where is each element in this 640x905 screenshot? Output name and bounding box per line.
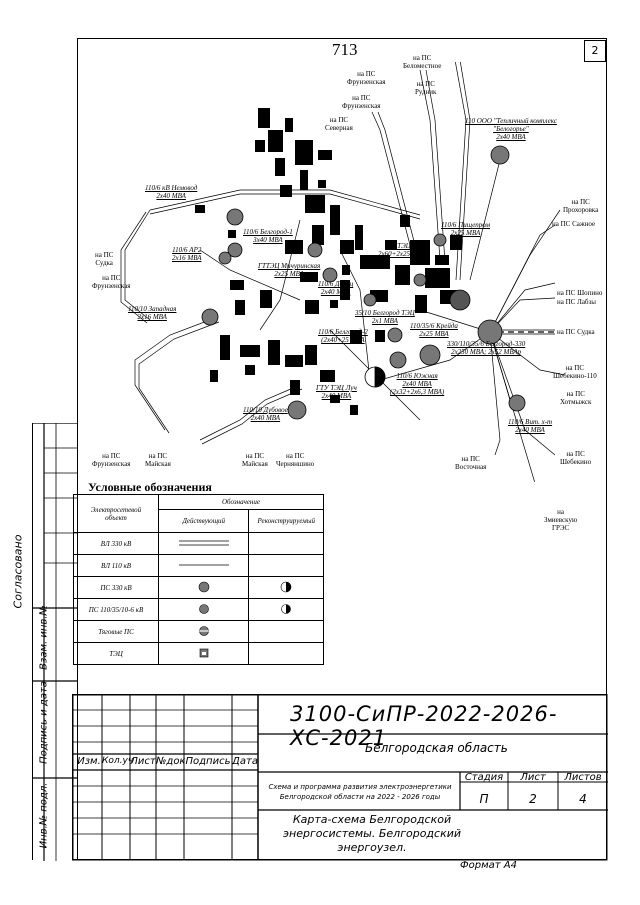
legend-symbol-existing: [159, 621, 249, 643]
sheets-label: Листов: [564, 772, 602, 783]
substation-label: 110/6 АР2 2х16 МВА: [172, 246, 202, 262]
sheet-corner-number: 2: [584, 40, 606, 62]
direction-label: на ПС Шебекино: [560, 450, 592, 466]
direction-label: на ПС Северная: [325, 116, 353, 132]
legend-row-label: ПС 110/35/10-6 кВ: [74, 599, 159, 621]
col-header-sheet: Лист: [130, 756, 156, 767]
project-title: Схема и программа развития электроэнергетики Белгородской области на 2022 - 2026 годы: [268, 783, 452, 801]
legend-symbol-existing: [159, 643, 249, 665]
col-header-change: Изм.: [77, 756, 101, 767]
stage-value: П: [479, 792, 489, 806]
direction-label: на ПС Фрунзенская: [92, 274, 131, 290]
side-label-inv-original: Инв.№ подл.: [38, 782, 50, 849]
substation-label: 110/6 Белгород-2 (2х40+25 МВА: [318, 328, 368, 344]
legend-symbol-existing: [159, 599, 249, 621]
format-label: Формат А4: [460, 860, 517, 871]
direction-label: на ПС Фрунзенская: [347, 70, 386, 86]
direction-label: на ПС Майская: [145, 452, 171, 468]
direction-label: на ПС Черняншино: [276, 452, 315, 468]
line-110-icon: [169, 561, 239, 569]
direction-label: на ПС Сажное: [552, 220, 596, 228]
legend-row-label: ТЭЦ: [74, 643, 159, 665]
doc-code: 3100-СиПР-2022-2026-ХС-2021: [290, 702, 558, 750]
legend-symbol-existing: [159, 533, 249, 555]
substation-label: 110/6 Пищепром 2х25 МВА: [441, 221, 490, 237]
legend-row-label: ПС 330 кВ: [74, 577, 159, 599]
direction-label: на ПС Шопино: [557, 289, 603, 297]
substation-label: БТЭЦ 2х60+2х25 МВА: [378, 242, 426, 258]
col-header-signature: Подпись: [185, 756, 231, 767]
direction-label: на ПС Судка: [557, 328, 595, 336]
substation-label: ГТТЭЦ Мичуринская 2х25 МВА: [258, 262, 321, 278]
direction-label: на ПС Судка: [95, 251, 114, 267]
direction-label: на ПС Рудник: [415, 80, 437, 96]
substation-label: 35/10 Белгород ТЭЦ 2х1 МВА: [355, 309, 415, 325]
substation-label: 110/10 Западная 2х16 МВА: [128, 305, 177, 321]
legend-col-designation: Обозначение: [159, 495, 324, 510]
direction-label: на ПС Шебекино-110: [553, 364, 597, 380]
stage-label: Стадия: [464, 772, 504, 783]
sheets-value: 4: [579, 792, 587, 806]
substation-label: 110/6 Донец 2х40 МВА: [318, 280, 354, 296]
substation-label: 110/6 Южная 2х40 МВА (2х32+2х6,3 МВА): [390, 372, 445, 396]
direction-label: на ПС Лабзы: [557, 298, 596, 306]
legend-row-label: Тяговые ПС: [74, 621, 159, 643]
substation-label: 110/6 кВ Немовод 2х40 МВА: [145, 184, 198, 200]
legend-symbol-reconstructed: [249, 643, 324, 665]
side-label-signature-date: Подпись и дата: [38, 681, 50, 764]
substation-label: 110/6 Вит. х-т 2х40 МВА: [508, 418, 553, 434]
substation-label: ГТУ ТЭЦ Луч 2х40 МВА: [316, 384, 357, 400]
direction-label: на ПС Восточная: [455, 455, 487, 471]
legend-symbol-reconstructed: [249, 621, 324, 643]
substation-330-reconstructed-icon: [280, 581, 292, 593]
legend-symbol-reconstructed: [249, 533, 324, 555]
legend-symbol-reconstructed: [249, 555, 324, 577]
substation-label: 110/10 Дубовое 2х40 МВА: [243, 406, 288, 422]
direction-label: на ПС Беломестное: [403, 54, 442, 70]
direction-label: на ПС Прохоровка: [563, 198, 599, 214]
legend-title: Условные обозначения: [88, 480, 212, 494]
chp-plant-icon: [198, 647, 210, 659]
col-header-docnum: №док: [156, 756, 186, 767]
side-label-agreed: Согласовано: [11, 534, 25, 609]
page-stamp: 713: [332, 40, 358, 59]
substation-110-icon: [198, 603, 210, 615]
direction-label: на ПС Фрунзенская: [92, 452, 131, 468]
substation-label: 110/35/6 Крейда 2х25 МВА: [410, 322, 458, 338]
legend-table: [73, 494, 324, 665]
col-header-date: Дата: [232, 756, 258, 767]
region-title: Белгородская область: [365, 741, 508, 755]
direction-label: на ПС Майская: [242, 452, 268, 468]
legend-col-existing: Действующий: [159, 510, 249, 533]
col-header-count: Кол.уч: [102, 756, 134, 766]
legend-symbol-reconstructed: [249, 577, 324, 599]
substation-330-icon: [198, 581, 210, 593]
substation-label: 330/110/35/6 Белгород-330 2х250 МВА; 2х52 МВАр: [447, 340, 526, 356]
legend-symbol-existing: [159, 555, 249, 577]
line-330-icon: [169, 539, 239, 547]
direction-label: на ПС Хотмыжск: [560, 390, 592, 406]
side-label-replaced-inv: Взам. инв.№: [38, 605, 50, 670]
direction-label: на Змиевскую ГРЭС: [544, 508, 578, 532]
legend-col-reconstructed: Реконструируемый: [249, 510, 324, 533]
legend-col-object: Электросетевой объект: [74, 495, 159, 533]
sheet-value: 2: [529, 792, 537, 806]
legend-symbol-existing: [159, 577, 249, 599]
direction-label: на ПС Фрунзенская: [342, 94, 381, 110]
substation-label: 110 ООО "Тепличный комплекс "Белогорье" 2х40 МВА: [465, 117, 557, 141]
legend-symbol-reconstructed: [249, 599, 324, 621]
sheet-title: Карта-схема Белгородской энергосистемы. Белгородский энергоузел.: [282, 813, 462, 854]
traction-substation-icon: [198, 625, 210, 637]
legend-row-label: ВЛ 110 кВ: [74, 555, 159, 577]
substation-110-reconstructed-icon: [280, 603, 292, 615]
substation-label: 110/6 Белгород-1 3х40 МВА: [243, 228, 293, 244]
sheet-label: Лист: [520, 772, 546, 783]
legend-row-label: ВЛ 330 кВ: [74, 533, 159, 555]
